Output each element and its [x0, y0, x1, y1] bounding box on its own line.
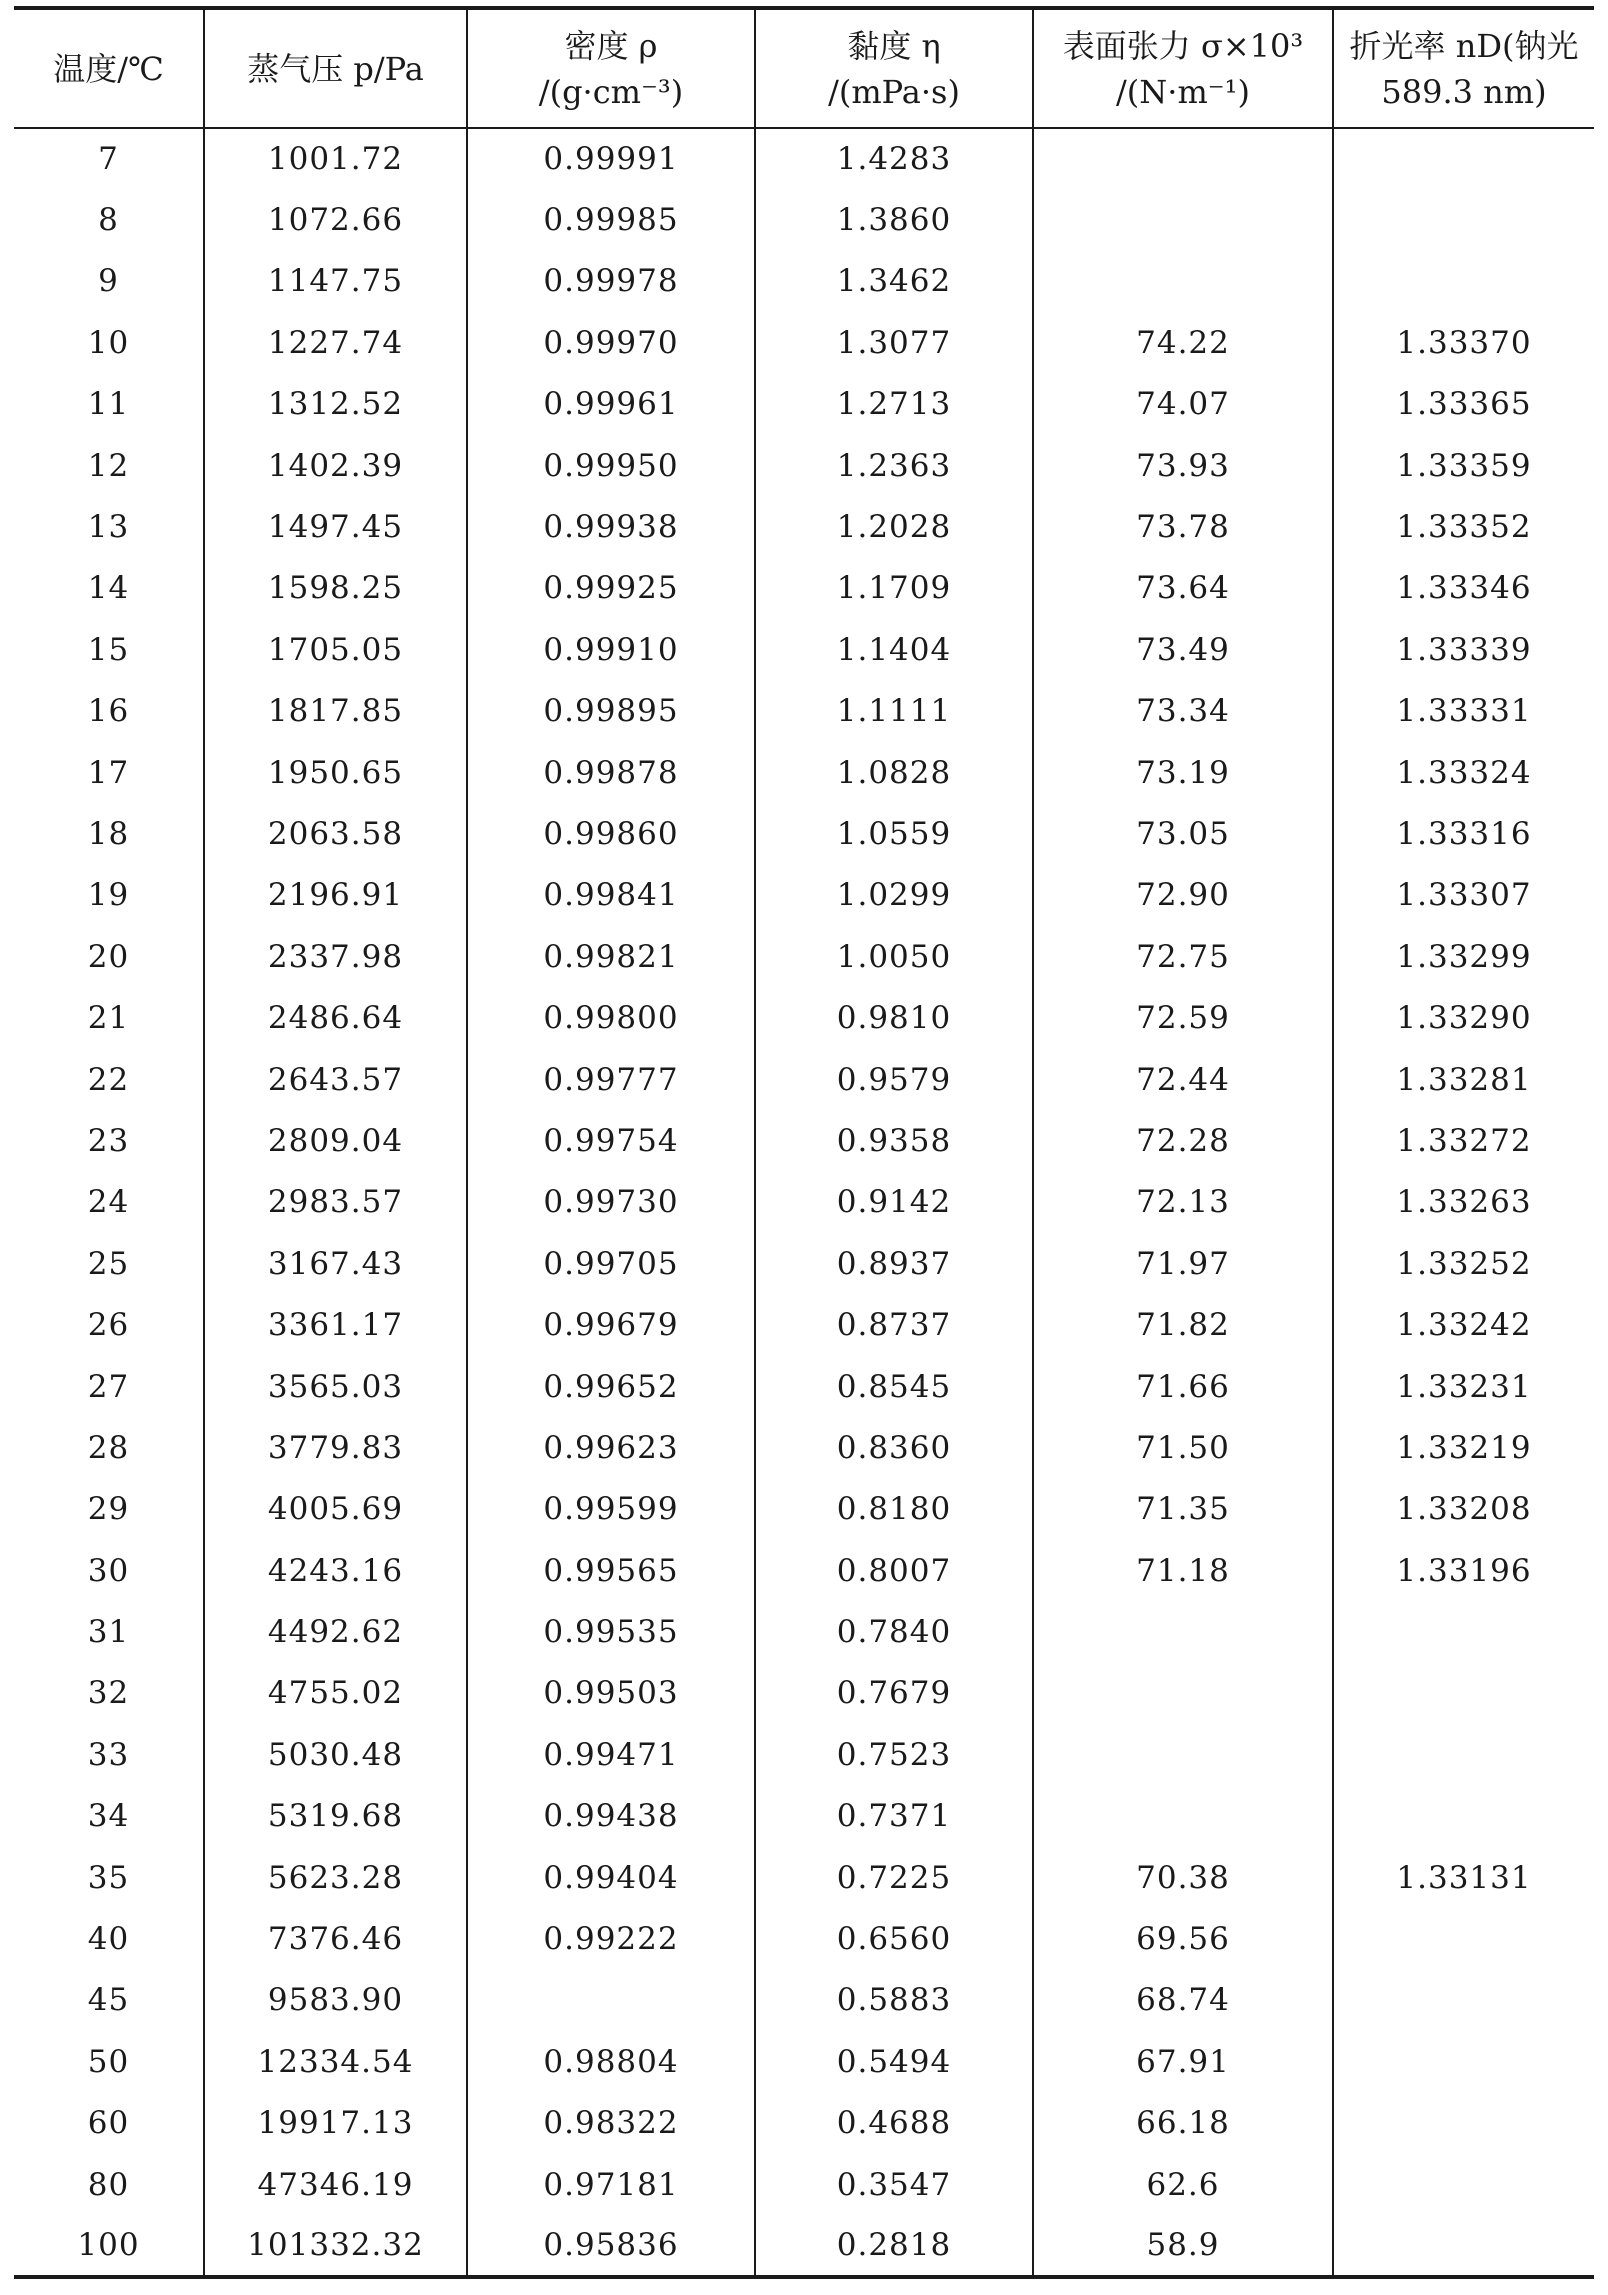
viscosity-cell: 1.0299: [755, 865, 1033, 926]
header-viscosity: 黏度 η /(mPa·s): [755, 8, 1033, 128]
table-row: [14, 312, 1594, 373]
viscosity-cell: 0.8737: [755, 1294, 1033, 1355]
water-properties-table: [14, 6, 1594, 2279]
viscosity-cell: 0.5883: [755, 1970, 1033, 2031]
refractive-index-cell: 1.33339: [1333, 619, 1594, 680]
viscosity-cell: 0.6560: [755, 1908, 1033, 1969]
temperature-cell: 10: [87, 324, 130, 361]
table-row: [14, 1479, 1594, 1540]
table-row: [14, 742, 1594, 803]
refractive-index-cell: [1333, 2215, 1594, 2276]
refractive-index-cell: 1.33316: [1333, 803, 1594, 864]
refractive-index-cell: 1.33307: [1333, 865, 1594, 926]
temperature-cell: 21: [87, 1000, 130, 1037]
temperature-cell: 30: [87, 1552, 130, 1589]
density-cell: 0.99438: [467, 1786, 755, 1847]
surface-tension-cell: [1033, 1786, 1333, 1847]
temperature-cell: 12: [87, 447, 130, 484]
vapor-pressure-cell: 2983.57: [204, 1172, 467, 1233]
vapor-pressure-cell: 1497.45: [204, 496, 467, 557]
viscosity-cell: 0.8545: [755, 1356, 1033, 1417]
table-row: [14, 681, 1594, 742]
table-row: [14, 1970, 1594, 2031]
vapor-pressure-cell: 3565.03: [204, 1356, 467, 1417]
density-cell: 0.99950: [467, 435, 755, 496]
table-row: [14, 435, 1594, 496]
surface-tension-cell: 72.75: [1033, 926, 1333, 987]
table-row: [14, 1724, 1594, 1785]
table-row: [14, 496, 1594, 557]
table-row: [14, 374, 1594, 435]
header-row: [14, 8, 1594, 128]
surface-tension-cell: [1033, 189, 1333, 250]
density-cell: 0.99404: [467, 1847, 755, 1908]
density-cell: 0.99471: [467, 1724, 755, 1785]
refractive-index-cell: [1333, 1601, 1594, 1662]
surface-tension-cell: 71.18: [1033, 1540, 1333, 1601]
viscosity-cell: 0.7679: [755, 1663, 1033, 1724]
surface-tension-cell: 72.59: [1033, 987, 1333, 1048]
surface-tension-cell: 73.93: [1033, 435, 1333, 496]
refractive-index-cell: [1333, 1724, 1594, 1785]
viscosity-cell: 1.1404: [755, 619, 1033, 680]
table-row: [14, 128, 1594, 189]
viscosity-cell: 1.2028: [755, 496, 1033, 557]
header-temperature: 温度/℃: [14, 8, 204, 128]
table-row: [14, 1663, 1594, 1724]
temperature-cell: 34: [87, 1798, 130, 1835]
temperature-cell: 80: [87, 2166, 130, 2203]
temperature-cell: 33: [87, 1736, 130, 1773]
viscosity-cell: 1.4283: [755, 128, 1033, 189]
viscosity-cell: 0.8007: [755, 1540, 1033, 1601]
density-cell: 0.99860: [467, 803, 755, 864]
temperature-cell: 100: [14, 2215, 204, 2276]
density-cell: 0.99599: [467, 1479, 755, 1540]
density-cell: 0.99970: [467, 312, 755, 373]
table-row: [14, 189, 1594, 250]
vapor-pressure-cell: 2196.91: [204, 865, 467, 926]
density-cell: 0.95836: [467, 2215, 755, 2276]
surface-tension-cell: [1033, 1724, 1333, 1785]
vapor-pressure-cell: 1312.52: [204, 374, 467, 435]
density-cell: 0.99991: [467, 128, 755, 189]
temperature-cell: 25: [87, 1245, 130, 1282]
temperature-cell: 23: [87, 1122, 130, 1159]
refractive-index-cell: 1.33219: [1333, 1417, 1594, 1478]
refractive-index-cell: 1.33231: [1333, 1356, 1594, 1417]
viscosity-cell: 1.2713: [755, 374, 1033, 435]
table-row: [14, 1601, 1594, 1662]
refractive-index-cell: 1.33196: [1333, 1540, 1594, 1601]
surface-tension-cell: [1033, 128, 1333, 189]
header-density: 密度 ρ /(g·cm⁻³): [467, 8, 755, 128]
viscosity-cell: 0.7840: [755, 1601, 1033, 1662]
refractive-index-cell: [1333, 1786, 1594, 1847]
viscosity-cell: 1.3077: [755, 312, 1033, 373]
refractive-index-cell: 1.33299: [1333, 926, 1594, 987]
vapor-pressure-cell: 2337.98: [204, 926, 467, 987]
viscosity-cell: 0.8937: [755, 1233, 1033, 1294]
density-cell: 0.99925: [467, 558, 755, 619]
temperature-cell: 29: [87, 1491, 130, 1528]
table-row: [14, 1786, 1594, 1847]
temperature-cell: 28: [87, 1429, 130, 1466]
refractive-index-cell: 1.33252: [1333, 1233, 1594, 1294]
surface-tension-cell: 73.64: [1033, 558, 1333, 619]
table-row: [14, 1172, 1594, 1233]
vapor-pressure-cell: 3779.83: [204, 1417, 467, 1478]
temperature-cell: 40: [87, 1921, 130, 1958]
surface-tension-cell: 73.49: [1033, 619, 1333, 680]
temperature-cell: 16: [87, 693, 130, 730]
density-cell: 0.99777: [467, 1049, 755, 1110]
surface-tension-cell: 71.50: [1033, 1417, 1333, 1478]
vapor-pressure-cell: 5319.68: [204, 1786, 467, 1847]
vapor-pressure-cell: 1705.05: [204, 619, 467, 680]
surface-tension-cell: 73.34: [1033, 681, 1333, 742]
vapor-pressure-cell: 47346.19: [204, 2154, 467, 2215]
table-row: [14, 619, 1594, 680]
temperature-cell: 7: [98, 141, 119, 178]
temperature-cell: 60: [87, 2105, 130, 2142]
viscosity-cell: 0.9358: [755, 1110, 1033, 1171]
refractive-index-cell: 1.33359: [1333, 435, 1594, 496]
refractive-index-cell: [1333, 189, 1594, 250]
table-row: [14, 1417, 1594, 1478]
table-row: [14, 1908, 1594, 1969]
density-cell: 0.99652: [467, 1356, 755, 1417]
temperature-cell: 19: [87, 877, 130, 914]
surface-tension-cell: 58.9: [1033, 2215, 1333, 2276]
density-cell: 0.99705: [467, 1233, 755, 1294]
density-cell: 0.99841: [467, 865, 755, 926]
temperature-cell: 9: [98, 263, 119, 300]
table-row: [14, 926, 1594, 987]
refractive-index-cell: [1333, 2093, 1594, 2154]
vapor-pressure-cell: 1817.85: [204, 681, 467, 742]
temperature-cell: 24: [87, 1184, 130, 1221]
density-cell: 0.99821: [467, 926, 755, 987]
vapor-pressure-cell: 5623.28: [204, 1847, 467, 1908]
density-cell: 0.98322: [467, 2093, 755, 2154]
table-header: [14, 8, 1594, 128]
density-cell: 0.99535: [467, 1601, 755, 1662]
surface-tension-cell: 71.97: [1033, 1233, 1333, 1294]
refractive-index-cell: 1.33352: [1333, 496, 1594, 557]
temperature-cell: 35: [87, 1859, 130, 1896]
refractive-index-cell: 1.33370: [1333, 312, 1594, 373]
table-row: [14, 1540, 1594, 1601]
vapor-pressure-cell: 1147.75: [204, 251, 467, 312]
surface-tension-cell: 73.05: [1033, 803, 1333, 864]
temperature-cell: 27: [87, 1368, 130, 1405]
refractive-index-cell: 1.33290: [1333, 987, 1594, 1048]
vapor-pressure-cell: 5030.48: [204, 1724, 467, 1785]
table-row: [14, 1847, 1594, 1908]
density-cell: 0.99938: [467, 496, 755, 557]
viscosity-cell: 0.7371: [755, 1786, 1033, 1847]
temperature-cell: 17: [87, 754, 130, 791]
refractive-index-cell: 1.33281: [1333, 1049, 1594, 1110]
viscosity-cell: 0.7225: [755, 1847, 1033, 1908]
vapor-pressure-cell: 3167.43: [204, 1233, 467, 1294]
temperature-cell: 31: [87, 1614, 130, 1651]
refractive-index-cell: [1333, 251, 1594, 312]
surface-tension-cell: 72.90: [1033, 865, 1333, 926]
density-cell: 0.99910: [467, 619, 755, 680]
refractive-index-cell: [1333, 1663, 1594, 1724]
table-row: [14, 987, 1594, 1048]
temperature-cell: 14: [87, 570, 130, 607]
viscosity-cell: 0.5494: [755, 2031, 1033, 2092]
vapor-pressure-cell: 4243.16: [204, 1540, 467, 1601]
vapor-pressure-cell: 4492.62: [204, 1601, 467, 1662]
density-cell: 0.97181: [467, 2154, 755, 2215]
refractive-index-cell: 1.33324: [1333, 742, 1594, 803]
vapor-pressure-cell: 1227.74: [204, 312, 467, 373]
surface-tension-cell: 73.19: [1033, 742, 1333, 803]
surface-tension-cell: 71.82: [1033, 1294, 1333, 1355]
vapor-pressure-cell: 1950.65: [204, 742, 467, 803]
density-cell: 0.98804: [467, 2031, 755, 2092]
viscosity-cell: 0.9142: [755, 1172, 1033, 1233]
table-row: [14, 2215, 1594, 2276]
viscosity-cell: 0.4688: [755, 2093, 1033, 2154]
viscosity-cell: 0.8360: [755, 1417, 1033, 1478]
density-cell: 0.99222: [467, 1908, 755, 1969]
viscosity-cell: 0.8180: [755, 1479, 1033, 1540]
density-cell: 0.99961: [467, 374, 755, 435]
header-surface-tension: 表面张力 σ×10³ /(N·m⁻¹): [1033, 8, 1333, 128]
density-cell: 0.99754: [467, 1110, 755, 1171]
refractive-index-cell: 1.33242: [1333, 1294, 1594, 1355]
density-cell: 0.99800: [467, 987, 755, 1048]
viscosity-cell: 1.0559: [755, 803, 1033, 864]
surface-tension-cell: 69.56: [1033, 1908, 1333, 1969]
viscosity-cell: 1.1709: [755, 558, 1033, 619]
surface-tension-cell: 67.91: [1033, 2031, 1333, 2092]
viscosity-cell: 1.0828: [755, 742, 1033, 803]
table-row: [14, 865, 1594, 926]
vapor-pressure-cell: 2809.04: [204, 1110, 467, 1171]
density-cell: 0.99565: [467, 1540, 755, 1601]
viscosity-cell: 0.7523: [755, 1724, 1033, 1785]
vapor-pressure-cell: 1598.25: [204, 558, 467, 619]
table-row: [14, 1233, 1594, 1294]
surface-tension-cell: 72.28: [1033, 1110, 1333, 1171]
viscosity-cell: 1.2363: [755, 435, 1033, 496]
surface-tension-cell: 71.66: [1033, 1356, 1333, 1417]
refractive-index-cell: 1.33272: [1333, 1110, 1594, 1171]
density-cell: 0.99895: [467, 681, 755, 742]
refractive-index-cell: [1333, 2154, 1594, 2215]
refractive-index-cell: 1.33263: [1333, 1172, 1594, 1233]
table-body: [14, 128, 1594, 2277]
vapor-pressure-cell: 3361.17: [204, 1294, 467, 1355]
surface-tension-cell: [1033, 1663, 1333, 1724]
table-row: [14, 1356, 1594, 1417]
refractive-index-cell: 1.33208: [1333, 1479, 1594, 1540]
vapor-pressure-cell: 4755.02: [204, 1663, 467, 1724]
density-cell: 0.99878: [467, 742, 755, 803]
vapor-pressure-cell: 4005.69: [204, 1479, 467, 1540]
surface-tension-cell: [1033, 1601, 1333, 1662]
viscosity-cell: 1.1111: [755, 681, 1033, 742]
vapor-pressure-cell: 2063.58: [204, 803, 467, 864]
temperature-cell: 32: [87, 1675, 130, 1712]
vapor-pressure-cell: 101332.32: [204, 2215, 467, 2276]
surface-tension-cell: 72.13: [1033, 1172, 1333, 1233]
temperature-cell: 22: [87, 1061, 130, 1098]
density-cell: 0.99730: [467, 1172, 755, 1233]
table-row: [14, 558, 1594, 619]
refractive-index-cell: [1333, 2031, 1594, 2092]
vapor-pressure-cell: 7376.46: [204, 1908, 467, 1969]
vapor-pressure-cell: 9583.90: [204, 1970, 467, 2031]
refractive-index-cell: 1.33131: [1333, 1847, 1594, 1908]
density-cell: 0.99623: [467, 1417, 755, 1478]
refractive-index-cell: [1333, 128, 1594, 189]
density-cell: 0.99679: [467, 1294, 755, 1355]
viscosity-cell: 0.2818: [755, 2215, 1033, 2276]
temperature-cell: 20: [87, 938, 130, 975]
table-row: [14, 1049, 1594, 1110]
refractive-index-cell: 1.33365: [1333, 374, 1594, 435]
table-row: [14, 803, 1594, 864]
temperature-cell: 13: [87, 509, 130, 546]
header-vapor-pressure: 蒸气压 p/Pa: [204, 8, 467, 128]
surface-tension-cell: 71.35: [1033, 1479, 1333, 1540]
viscosity-cell: 1.0050: [755, 926, 1033, 987]
vapor-pressure-cell: 1001.72: [204, 128, 467, 189]
refractive-index-cell: [1333, 1908, 1594, 1969]
surface-tension-cell: 73.78: [1033, 496, 1333, 557]
surface-tension-cell: 72.44: [1033, 1049, 1333, 1110]
surface-tension-cell: 74.22: [1033, 312, 1333, 373]
viscosity-cell: 1.3860: [755, 189, 1033, 250]
surface-tension-cell: 62.6: [1033, 2154, 1333, 2215]
refractive-index-cell: [1333, 1970, 1594, 2031]
density-cell: 0.99985: [467, 189, 755, 250]
temperature-cell: 26: [87, 1307, 130, 1344]
viscosity-cell: 0.3547: [755, 2154, 1033, 2215]
vapor-pressure-cell: 19917.13: [204, 2093, 467, 2154]
density-cell: [467, 1970, 755, 2031]
vapor-pressure-cell: 1072.66: [204, 189, 467, 250]
surface-tension-cell: 68.74: [1033, 1970, 1333, 2031]
density-cell: 0.99503: [467, 1663, 755, 1724]
vapor-pressure-cell: 12334.54: [204, 2031, 467, 2092]
temperature-cell: 11: [87, 386, 130, 423]
temperature-cell: 45: [87, 1982, 130, 2019]
table-row: [14, 1294, 1594, 1355]
temperature-cell: 15: [87, 631, 130, 668]
table-row: [14, 2154, 1594, 2215]
surface-tension-cell: 74.07: [1033, 374, 1333, 435]
refractive-index-cell: 1.33331: [1333, 681, 1594, 742]
temperature-cell: 8: [98, 202, 119, 239]
vapor-pressure-cell: 1402.39: [204, 435, 467, 496]
viscosity-cell: 1.3462: [755, 251, 1033, 312]
table-row: [14, 2031, 1594, 2092]
viscosity-cell: 0.9810: [755, 987, 1033, 1048]
table-row: [14, 2093, 1594, 2154]
header-refractive-index: 折光率 nD(钠光 589.3 nm): [1333, 8, 1594, 128]
refractive-index-cell: 1.33346: [1333, 558, 1594, 619]
surface-tension-cell: [1033, 251, 1333, 312]
table-row: [14, 251, 1594, 312]
surface-tension-cell: 70.38: [1033, 1847, 1333, 1908]
viscosity-cell: 0.9579: [755, 1049, 1033, 1110]
vapor-pressure-cell: 2643.57: [204, 1049, 467, 1110]
vapor-pressure-cell: 2486.64: [204, 987, 467, 1048]
surface-tension-cell: 66.18: [1033, 2093, 1333, 2154]
table-row: [14, 1110, 1594, 1171]
density-cell: 0.99978: [467, 251, 755, 312]
temperature-cell: 50: [87, 2043, 130, 2080]
temperature-cell: 18: [87, 815, 130, 852]
